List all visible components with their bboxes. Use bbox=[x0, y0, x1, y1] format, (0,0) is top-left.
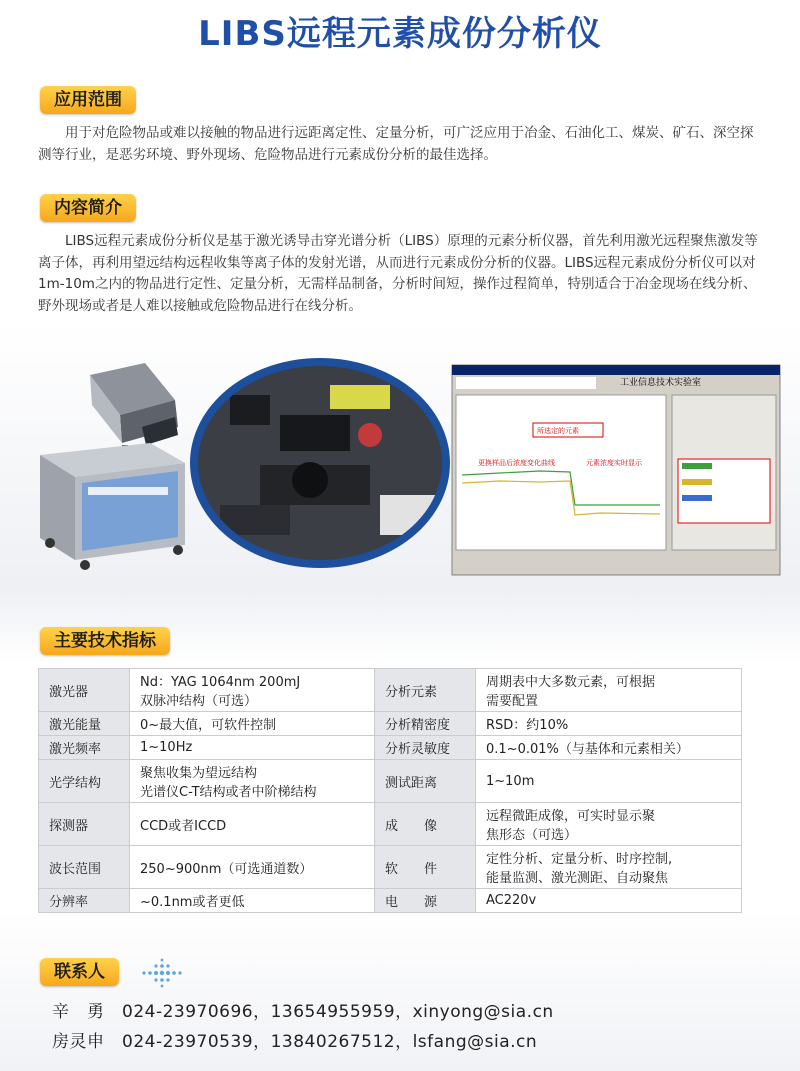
optics-bubble bbox=[190, 358, 450, 568]
annotation-concentration-curve: 更换样品后浓度变化曲线 bbox=[478, 459, 555, 467]
spec-table bbox=[38, 668, 742, 913]
spec-value-line: 1~10m bbox=[486, 773, 535, 789]
spec-row bbox=[39, 712, 742, 736]
spec-label bbox=[375, 803, 476, 846]
spec-label bbox=[375, 736, 476, 760]
spec-row bbox=[39, 760, 742, 803]
spec-label bbox=[39, 760, 130, 803]
spec-value bbox=[476, 669, 742, 712]
spec-value-line: 250~900nm（可选通道数） bbox=[140, 861, 313, 877]
spec-value-line: 焦形态（可选） bbox=[486, 828, 578, 843]
application-paragraph: 用于对危险物品或难以接触的物品进行远距离定性、定量分析，可广泛应用于冶金、石油化工、煤炭、矿石、深空探测等行业，是恶劣环境、野外现场、危险物品进行元素成份分析的最佳选择。 bbox=[38, 125, 754, 163]
spec-row bbox=[39, 889, 742, 913]
spec-label bbox=[375, 846, 476, 889]
spec-value-line: 1~10Hz bbox=[140, 740, 193, 755]
section-heading-specs: 主要技术指标 bbox=[40, 627, 170, 655]
spec-value-line: 光谱仪C-T结构或者中阶梯结构 bbox=[140, 785, 317, 800]
spec-value-line: 周期表中大多数元素，可根据 bbox=[486, 675, 656, 690]
contact-line-2: 房灵申 024-23970539，13840267512，lsfang@sia.cn bbox=[52, 1032, 538, 1052]
intro-paragraph: LIBS远程元素成份分析仪是基于激光诱导击穿光谱分析（LIBS）原理的元素分析仪器，首先利用激光远程聚焦激发等离子体，再利用望远结构远程收集等离子体的发射光谱，从而进行元素成份分析的仪器。LIBS远程元素成份分析仪可以对1m-10m之内的物品进行定性、定量分析，无需样品制备，分析时间短，操作过程简单，特别适合于冶金现场在线分析、野外现场或者是人难以接触或危险物品进行在线分析。 bbox=[38, 233, 758, 314]
spec-label bbox=[39, 669, 130, 712]
spec-value bbox=[130, 712, 375, 736]
spec-value bbox=[130, 803, 375, 846]
spec-label bbox=[375, 712, 476, 736]
spec-row bbox=[39, 736, 742, 760]
spec-value-line: 需要配置 bbox=[486, 694, 539, 709]
spec-value bbox=[130, 760, 375, 803]
spec-label-line: 激光器 bbox=[49, 684, 89, 700]
spec-value bbox=[476, 803, 742, 846]
decorative-dots-icon bbox=[140, 958, 188, 988]
spec-label-line: 成 像 bbox=[385, 818, 438, 834]
spec-value bbox=[130, 736, 375, 760]
spec-value bbox=[476, 846, 742, 889]
spec-label-line: 分辨率 bbox=[49, 895, 89, 910]
instrument-cart-image bbox=[40, 443, 185, 570]
spec-label-line: 测试距离 bbox=[385, 775, 438, 791]
spec-label bbox=[375, 669, 476, 712]
spec-value-line: RSD：约10% bbox=[486, 718, 569, 733]
spec-label-line: 激光能量 bbox=[49, 718, 102, 733]
software-screenshot bbox=[452, 365, 780, 575]
spec-value bbox=[476, 889, 742, 913]
spec-value bbox=[476, 736, 742, 760]
spec-value-line: Nd：YAG 1064nm 200mJ bbox=[140, 675, 301, 690]
page-title: LIBS远程元素成份分析仪 bbox=[198, 14, 602, 54]
product-illustration bbox=[30, 355, 790, 590]
spec-value-line: CCD或者ICCD bbox=[140, 818, 227, 834]
section-heading-intro: 内容简介 bbox=[40, 194, 136, 222]
spec-label bbox=[375, 889, 476, 913]
section-heading-contact: 联系人 bbox=[40, 958, 119, 986]
spec-value-line: 聚焦收集为望远结构 bbox=[140, 766, 258, 781]
spec-row bbox=[39, 669, 742, 712]
spec-value-line: 能量监测、激光测距、自动聚焦 bbox=[486, 871, 669, 886]
annotation-realtime-display: 元素浓度实时显示 bbox=[586, 459, 642, 467]
spec-value-line: ~0.1nm或者更低 bbox=[140, 895, 245, 910]
spec-value-line: 远程微距成像，可实时显示聚 bbox=[486, 809, 656, 824]
spec-label-line: 分析元素 bbox=[385, 684, 438, 700]
spec-label bbox=[39, 846, 130, 889]
spec-label-line: 探测器 bbox=[49, 818, 89, 834]
spec-label bbox=[39, 736, 130, 760]
spec-value-line: AC220v bbox=[486, 893, 537, 908]
spec-value-line: 0~最大值，可软件控制 bbox=[140, 718, 277, 733]
screenshot-window-title: 工业信息技术实验室 bbox=[620, 378, 702, 388]
spec-label-line: 光学结构 bbox=[49, 775, 102, 791]
spec-label bbox=[375, 760, 476, 803]
spec-value-line: 定性分析、定量分析、时序控制, bbox=[486, 852, 673, 867]
contact-line-1: 辛 勇 024-23970696，13654955959，xinyong@sia.cn bbox=[52, 1002, 554, 1022]
spec-label bbox=[39, 889, 130, 913]
spec-label-line: 电 源 bbox=[385, 895, 438, 910]
spec-label bbox=[39, 712, 130, 736]
spec-value bbox=[130, 669, 375, 712]
section-heading-application: 应用范围 bbox=[40, 86, 136, 114]
spec-value bbox=[476, 760, 742, 803]
spec-label-line: 分析精密度 bbox=[385, 718, 451, 733]
spec-value bbox=[476, 712, 742, 736]
spec-label-line: 软 件 bbox=[385, 861, 438, 877]
spec-row bbox=[39, 803, 742, 846]
spec-label-line: 激光频率 bbox=[49, 742, 102, 757]
spec-value bbox=[130, 846, 375, 889]
spec-value-line: 双脉冲结构（可选） bbox=[140, 694, 258, 709]
spec-row bbox=[39, 846, 742, 889]
annotation-selected-elements: 所选定的元素 bbox=[537, 427, 579, 435]
spec-label-line: 波长范围 bbox=[49, 861, 102, 877]
spec-label bbox=[39, 803, 130, 846]
spec-label-line: 分析灵敏度 bbox=[385, 742, 451, 757]
spec-value-line: 0.1~0.01%（与基体和元素相关） bbox=[486, 742, 689, 757]
spec-value bbox=[130, 889, 375, 913]
